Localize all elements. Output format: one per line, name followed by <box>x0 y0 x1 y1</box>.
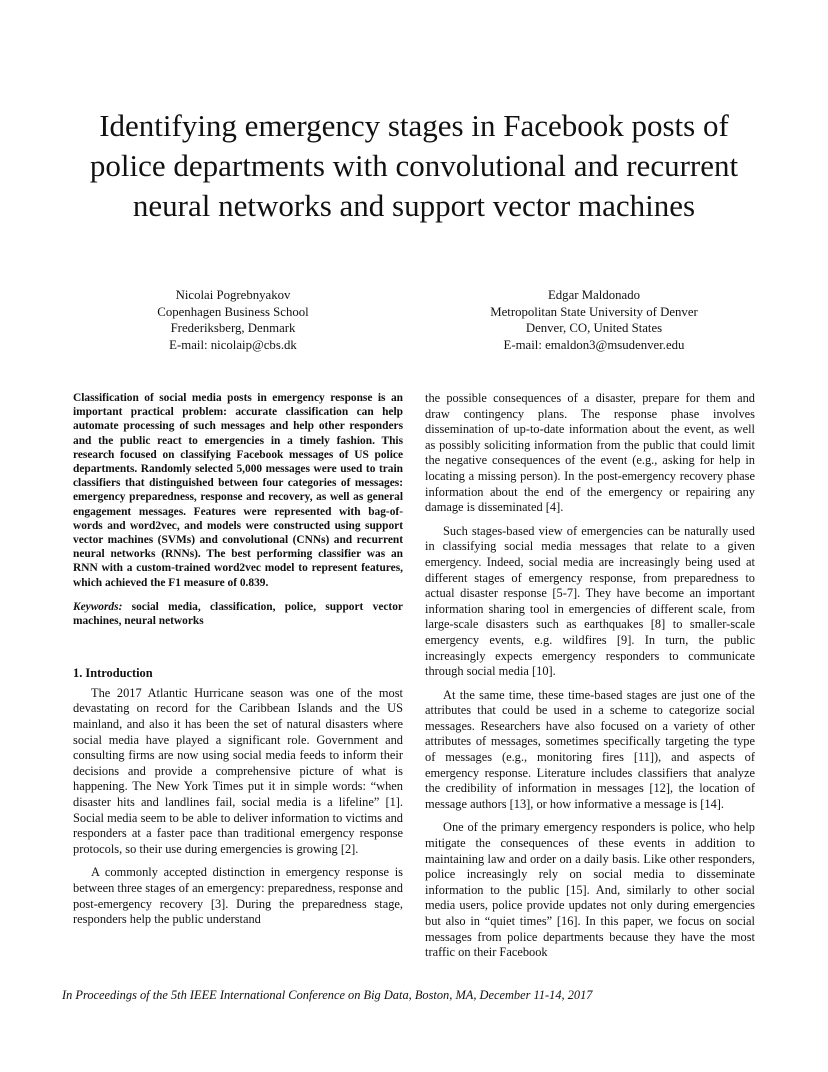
author-location: Frederiksberg, Denmark <box>170 321 296 336</box>
author-name: Edgar Maldonado <box>547 288 641 302</box>
abstract: Classification of social media posts in emergency response is an important practical problem: accurate classification can help automate processing of such messages and help other responders and the public react to emergencies in a timely fashion. This research focused on classifying Facebook messages of US police departments. Randomly selected 5,000 messages were used to train classifiers that distinguished between four categories of messages: emergency preparedness, response and recovery, as well as general engagement messages. Features were represented with bag-of-words and word2vec, and models were constructed using support vector machines (SVMs) and convolutional (CNNs) and recurrent neural networks (RNNs). The best performing classifier was an RNN with a custom-trained word2vec model to represent features, which achieved the F1 measure of 0.839. <box>73 392 403 589</box>
body-paragraph: At the same time, these time-based stages are just one of the attributes that could be used in a scheme to categorize social messages. Researchers have also focused on a variety of other attributes of messages, sometimes specifically targeting the type of messages (e.g., monitoring fires [11]), and aspects of emergency response. Literature includes classifiers that analyze the credibility of information in messages [12], the location of message authors [13], or how informative a message is [14]. <box>425 687 755 811</box>
right-column <box>425 391 755 961</box>
section-heading-introduction: 1. Introduction <box>73 666 153 681</box>
author-1 <box>103 287 363 353</box>
author-location: Denver, CO, United States <box>525 321 663 336</box>
author-email: E-mail: emaldon3@msudenver.edu <box>503 337 685 352</box>
left-column <box>73 391 403 928</box>
body-paragraph: One of the primary emergency responders is police, who help mitigate the consequences of these events in addition to maintaining law and order on a daily basis. Like other responders, police increasingly rely on social media to disseminate information to the public [15]. And, similarly to other social media users, police provide updates not only during emergencies but also in “quiet times” [16]. In this paper, we focus on social messages from police departments because they have the most traffic on their Facebook <box>425 820 755 960</box>
body-paragraph: The 2017 Atlantic Hurricane season was one of the most devastating on record for the Caribbean Islands and the US mainland, and also it has been the set of natural disasters where social media have played a significant role. Government and consulting firms are now using social media feeds to inform their decisions and provide a comprehensive picture of what is happening. The New York Times put it in simple words: “when disaster hits and landlines fail, social media is a lifeline” [1]. Social media seem to be able to deliver information to victims and responders at a faster pace than traditional emergency response protocols, so their use during emergencies is growing [2]. <box>73 685 403 856</box>
paper-title: Identifying emergency stages in Facebook posts of police departments with convolutional and recurrent neural networks and support vector machines <box>89 108 739 223</box>
author-email: E-mail: nicolaip@cbs.dk <box>169 337 297 352</box>
author-2 <box>464 287 724 353</box>
keywords-label: Keywords: <box>73 600 123 613</box>
keywords <box>73 600 403 628</box>
author-name: Nicolai Pogrebnyakov <box>175 288 291 302</box>
author-affiliation: Metropolitan State University of Denver <box>490 304 698 319</box>
body-paragraph: the possible consequences of a disaster, prepare for them and draw contingency plans. The response phase involves dissemination of up-to-date information about the event, as well as possibly soliciting information from the public that could limit the negative consequences of the event (e.g., asking for help in locating a missing person). In the post-emergency recovery phase information about the end of the emergency or repairing any damage is disseminated [4]. <box>425 391 755 515</box>
body-paragraph: Such stages-based view of emergencies can be naturally used in classifying social media messages that relate to a given emergency. Indeed, social media are increasingly being used at different stages of emergency response, from preparedness to actual disaster response [5-7]. They have become an important information sharing tool in emergencies of different scale, from large-scale disasters such as earthquakes [8] to smaller-scale emergency events, e.g. wildfires [9]. In turn, the public increasingly expects emergency responders to communicate through social media [10]. <box>425 523 755 679</box>
body-paragraph: A commonly accepted distinction in emergency response is between three stages of an emergency: preparedness, response and post-emergency recovery [3]. During the preparedness stage, responders help the public understand <box>73 865 403 927</box>
author-affiliation: Copenhagen Business School <box>157 304 309 319</box>
keywords-text: social media, classification, police, support vector machines, neural networks <box>73 600 403 628</box>
proceedings-footer: In Proceedings of the 5th IEEE International Conference on Big Data, Boston, MA, December 11-14, 2017 <box>62 988 593 1002</box>
